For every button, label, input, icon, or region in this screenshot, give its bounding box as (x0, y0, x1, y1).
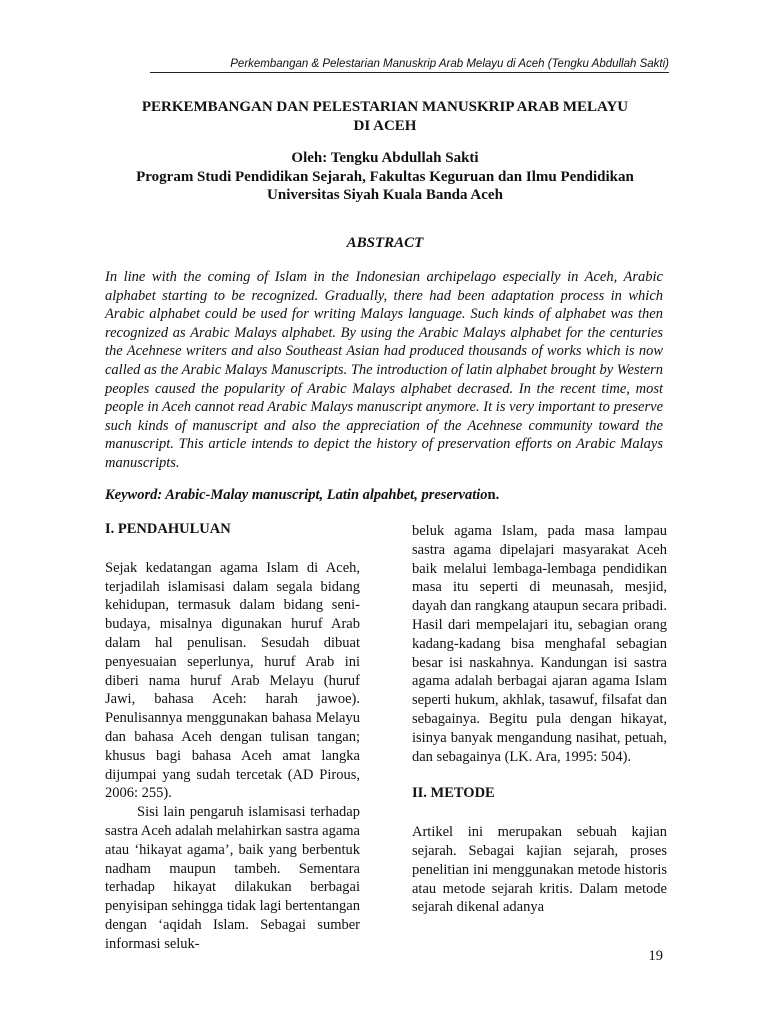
intro-paragraph-2: Sisi lain pengaruh islamisasi terhadap sastra Aceh adalah melahirkan sastra agama atau ‘hikayat agama’, baik yang berbentuk nadham maupun tambeh. Sementara terhadap hikayat dilakukan berbagai penyisipan sehingga tidak lagi bertentangan dengan ‘aqidah Islam. Sebagai sumber informasi seluk- (105, 804, 360, 952)
intro-paragraph-3: beluk agama Islam, pada masa lampau sastra agama dipelajari masyarakat Aceh baik melalui lembaga-lembaga pendidikan masa itu seperti di meunasah, mesjid, dayah dan rangkang ataupun secara pribadi. Hasil dari mempelajari itu, sebagian orang kadang-kadang bisa menghafal sebagian besar isi naskahnya. Kandungan isi sastra agama adalah berbagai ajaran agama Islam seperti hukum, akhlak, tasawuf, filsafat dan sebagainya. Begitu pula dengan hikayat, isinya banyak mengandung nasihat, petuah, dan sebagainya (LK. Ara, 1995: 504). (412, 523, 667, 765)
paper-title (105, 98, 665, 136)
left-column (105, 520, 360, 954)
author-affiliation-1: Program Studi Pendidikan Sejarah, Fakultas Keguruan dan Ilmu Pendidikan (136, 168, 634, 185)
method-paragraph-1: Artikel ini merupakan sebuah kajian sejarah. Sebagai kajian sejarah, proses penelitian ini menggunakan metode historis atau metode sejarah kritis. Dalam metode sejarah dikenal adanya (412, 824, 667, 916)
abstract-heading: ABSTRACT (346, 235, 424, 251)
running-header: Perkembangan & Pelestarian Manuskrip Arab Melayu di Aceh (Tengku Abdullah Sakti) (150, 58, 669, 73)
author-affiliation-2: Universitas Siyah Kuala Banda Aceh (267, 187, 503, 203)
right-column (412, 522, 667, 917)
keywords-tail: n. (487, 487, 500, 503)
abstract-body: In line with the coming of Islam in the Indonesian archipelago especially in Aceh, Arabic alphabet starting to be recognized. Gradually, there had been adaptation process in which Arabic alphabet could be used for writing Malays language. Such kinds of alphabet was then recognized as Arabic Malays alphabet. By using the Arabic Malays alphabet for the centuries the Acehnese writers and also Southeast Asian had produced thousands of works which is now called as the Arabic Malays Manuscripts. The introduction of latin alphabet brought by Western peoples caused the popularity of Arabic Malays alphabet decrased. In the recent time, most people in Aceh cannot read Arabic Malays manuscript anymore. It is very important to preserve such kinds of manuscript and also the appreciation of the Acehnese community toward the manuscript. This article intends to depict the history of preservation efforts on Arabic Malays manuscripts. (105, 269, 663, 471)
keywords-line (105, 487, 665, 504)
page-number: 19 (648, 948, 663, 964)
author-byline: Oleh: Tengku Abdullah Sakti (291, 150, 479, 166)
section-heading-method: II. METODE (412, 785, 495, 802)
title-line-1: PERKEMBANGAN DAN PELESTARIAN MANUSKRIP ARAB MELAYU (141, 99, 629, 115)
keywords-text: Keyword: Arabic-Malay manuscript, Latin alpahbet, preservatio (105, 487, 488, 503)
author-block (105, 149, 665, 205)
title-line-2: DI ACEH (353, 118, 417, 134)
intro-paragraph-1: Sejak kedatangan agama Islam di Aceh, terjadilah islamisasi dalam segala bidang kehidupan, termasuk dalam bidang seni-budaya, misalnya digunakan huruf Arab dalam hal penulisan. Sesudah dibuat penyesuaian seperlunya, huruf Arab ini diberi nama huruf Arab Melayu (huruf Jawi, bahasa Aceh: harah jawoe). Penulisannya menggunakan bahasa Melayu dan bahasa Aceh dengan tulisan tangan; khusus bagi bahasa Aceh amat langka dijumpai yang sudah tercetak (AD Pirous, 2006: 255). (105, 559, 360, 802)
section-heading-introduction: I. PENDAHULUAN (105, 521, 231, 537)
